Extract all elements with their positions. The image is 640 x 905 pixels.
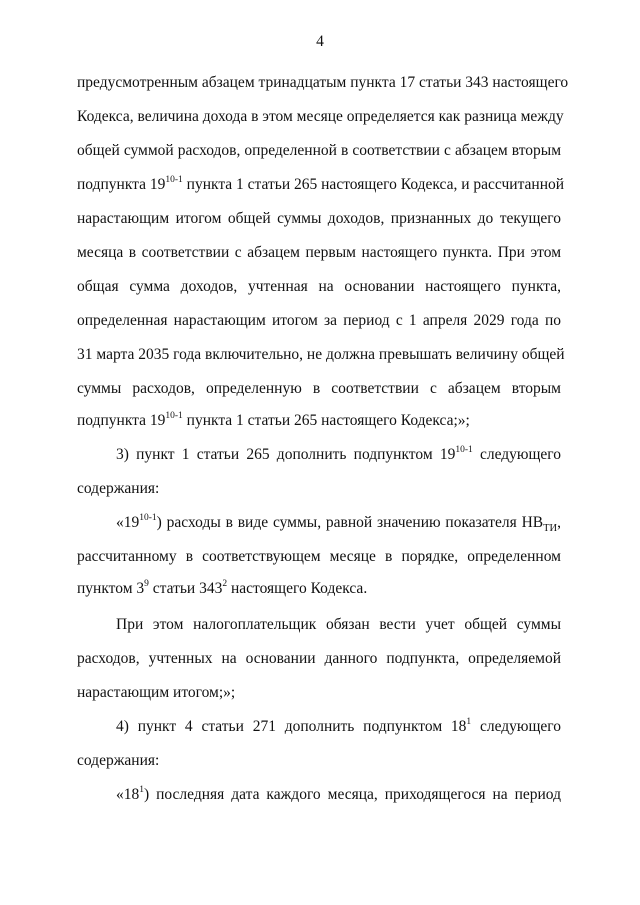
text-line: «$18^1$) последняя дата каждого месяца, приходящегося на период xyxy=(116,784,561,803)
text-line: общая сумма доходов, учтенная на основании настоящего пункта, xyxy=(77,278,561,295)
text-line: 4) пункт 4 статьи 271 дополнить подпунктом $18^1$ следующего xyxy=(116,716,561,735)
text-line: суммы расходов, определенную в соответствии с абзацем вторым xyxy=(77,380,561,397)
text-line: расходов, учтенных на основании данного подпункта, определяемой xyxy=(77,650,561,667)
text-line: 31 марта 2035 года включительно, не должна превышать величину общей xyxy=(77,346,565,363)
text-line: общей суммой расходов, определенной в соответствии с абзацем вторым xyxy=(77,142,561,159)
text-line: месяца в соответствии с абзацем первым настоящего пункта. При этом xyxy=(77,244,561,261)
text-line: содержания: xyxy=(77,752,160,769)
page-number: 4 xyxy=(316,33,324,50)
text-line: пунктом $3^9$ статьи $343^2$ настоящего Кодекса. xyxy=(77,578,368,597)
text-line: содержания: xyxy=(77,480,160,497)
text-line: подпункта 19$^{10-1}$ пункта 1 статьи 265 настоящего Кодекса;»; xyxy=(77,410,470,429)
text-line: Кодекса, величина дохода в этом месяце определяется как разница между xyxy=(77,108,564,125)
text-line: предусмотренным абзацем тринадцатым пункта 17 статьи 343 настоящего xyxy=(77,74,569,91)
text-line: При этом налогоплательщик обязан вести учет общей суммы xyxy=(116,616,561,633)
text-line: нарастающим итогом общей суммы доходов, признанных до текущего xyxy=(77,210,561,227)
text-line: нарастающим итогом;»; xyxy=(77,684,236,701)
text-line: 3) пункт 1 статьи 265 дополнить подпунктом 19$^{10-1}$ следующего xyxy=(116,444,562,463)
text-line: определенная нарастающим итогом за период с 1 апреля 2029 года по xyxy=(77,312,561,329)
text-line: «19$^{10-1}$) расходы в виде суммы, равной значению показателя $НВ_{ТИ}$, xyxy=(116,512,561,535)
text-line: подпункта 19$^{10-1}$ пункта 1 статьи 265 настоящего Кодекса, и рассчитанной xyxy=(77,174,565,193)
text-line: рассчитанному в соответствующем месяце в порядке, определенном xyxy=(77,548,561,565)
